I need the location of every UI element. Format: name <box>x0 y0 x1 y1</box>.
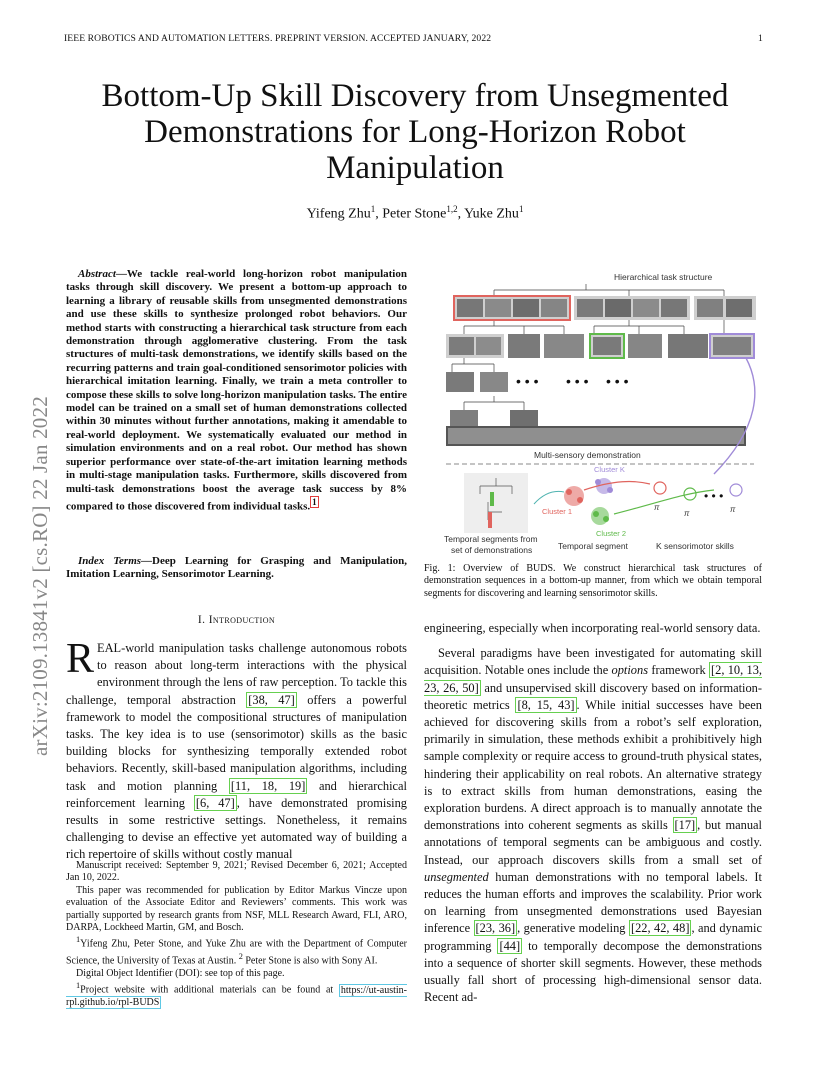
citation-link[interactable]: [44] <box>499 938 521 953</box>
index-terms: Index Terms—Deep Learning for Grasping and Manipulation, Imitation Learning, Sensorimotor Learning. <box>66 555 408 581</box>
svg-text:π: π <box>684 509 690 518</box>
arxiv-stamp: arXiv:2109.13841v2 [cs.RO] 22 Jan 2022 <box>28 396 52 756</box>
skill-1 <box>654 482 666 512</box>
abstract-text: We tackle real-world long-horizon robot manipulation tasks through skill discovery. We present a bottom-up approach to learning a library of reusable skills from unsegmented demonstrations and use these skills to synthesize prolonged robot behaviors. Our method starts with constructing a hierarchical task structure from each demonstration through agglomerative clustering. From the task structures of multi-task demonstrations, we identify skills based on the recurring patterns and train goal-conditioned sensorimotor policies with hierarchical imitation learning. Finally, we train a meta controller to compose these skills to solve long-horizon manipulation tasks. The entire model can be trained on a small set of human demonstrations collected within 30 minutes without further annotations, making it amendable to real-world deployment. We systematically evaluated our method in simulation environments and on a real robot. Our method has shown superior performance over state-of-the-art imitation learning methods in multi-stage manipulation tasks. Furthermore, skills discovered from multi-task demonstrations boost the average task success by 8% compared to those discovered from individual tasks. <box>66 268 407 513</box>
cluster-k <box>594 465 625 494</box>
project-website-link[interactable]: https://ut-austin-rpl.github.io/rpl-BUDS <box>66 984 407 1009</box>
cluster-1 <box>542 486 584 516</box>
label-k-sensorimotor-skills: K sensorimotor skills <box>656 541 734 551</box>
skill-k <box>730 484 742 514</box>
svg-text:• • •: • • • <box>566 373 589 389</box>
author-list: Yifeng Zhu$^1$, Peter Stone$^{1,2}$, Yuke Zhu$^1$ <box>306 204 524 222</box>
svg-text:• • •: • • • <box>606 373 629 389</box>
citation-link[interactable]: [11, 18, 19] <box>230 778 306 793</box>
svg-text:π: π <box>730 505 736 514</box>
label-temporal-from: Temporal segments from <box>444 534 538 544</box>
frame-row-1 <box>454 296 756 320</box>
svg-text:Cluster 2: Cluster 2 <box>596 529 627 538</box>
label-set-of-demos: set of demonstrations <box>451 545 533 555</box>
right-column-text: engineering, especially when incorporating real-world sensory data. Several paradigms have been investigated for automating skill acquisition. Notable ones include the options framework [2, 10, 13, 23, 26, 50] and unsupervised skill discovery based on information-theoretic metrics [8, 15, 43] . While initial successes have been achieved for discovering skills from a robot’s self exploration, primarily in simulation, these methods exhibit a prohibitively high sample complexity or require access to ground-truth physical states, hindering their applicability on real robots. An alternative strategy is to extract skills from human demonstrations, easing the exploration burdens. A direct approach is to manually annotate the demonstrations into coherent segments as skills [17] , but manual annotations of temporal segments can be ambiguous and costly. Instead, our approach discovers skills from a small set of unsegmented human demonstrations with no temporal labels. It reduces the human efforts and improves the scalability. Prior work on learning from unsegmented demonstrations used Bayesian inference [23, 36] , generative modeling [22, 42, 48] , and dynamic programming [44] to temporally decompose the demonstrations into a sequence of shorter skill segments. However, these methods usually fall short of processing high-dimensional sensor data. Recent ad- <box>424 621 762 1005</box>
author-affiliation: 1 <box>370 204 376 214</box>
citation-link[interactable]: [6, 47] <box>195 795 235 810</box>
index-terms-label: Index Terms <box>78 555 142 567</box>
paper-title: Bottom-Up Skill Discovery from Unsegmented Demonstrations for Long-Horizon Robot Manipulation <box>101 78 729 186</box>
author-name: Yuke Zhu <box>464 206 519 222</box>
author-name: Yifeng Zhu <box>306 206 371 222</box>
arrow-to-cluster-k <box>714 358 755 474</box>
abstract-label: Abstract <box>78 268 116 280</box>
svg-text:• • •: • • • <box>516 373 539 389</box>
figure-caption: Fig. 1: Overview of BUDS. We construct hierarchical task structures of demonstration sequences in a bottom-up manner, from which we obtain temporal segments for discovering and learning sensorimotor skills. <box>424 563 762 599</box>
author-affiliation: 1,2 <box>446 204 458 214</box>
citation-link[interactable]: [22, 42, 48] <box>630 921 690 936</box>
overview-diagram <box>424 268 762 558</box>
citation-link[interactable]: [17] <box>674 818 696 833</box>
skill-2 <box>684 488 696 518</box>
footnote-link[interactable]: 1 <box>312 496 317 507</box>
footnotes: Manuscript received: September 9, 2021; Revised December 6, 2021; Accepted Jan 10, 2022. This paper was recommended for publication by Editor Markus Vincze upon evaluation of the Associate Editor and Reviewers’ comments. This work was partially supported by research grants from NSF, MLL Research Award, FLI, ARO, DARPA, Lockheed Martin, GM, and Bosch. $^1$Yifeng Zhu, Peter Stone, and Yuke Zhu are with the Department of Computer Science, the University of Texas at Austin. $^2$ Peter Stone is also with Sony AI. Digital Object Identifier (DOI): see top of this page. $^1$Project website with additional materials can be found at https://ut-austin-rpl.github.io/rpl-BUDS <box>66 860 407 1009</box>
frame-row-2 <box>446 334 754 358</box>
citation-link[interactable]: [23, 36] <box>475 921 516 936</box>
abstract: Abstract—We tackle real-world long-horizon robot manipulation tasks through skill discovery. We present a bottom-up approach to learning a library of reusable skills from unsegmented demonstrations and use these skills to synthesize prolonged robot behaviors. Our method starts with constructing a hierarchical task structure from each demonstration through agglomerative clustering. From the task structures of multi-task demonstrations, we identify skills based on the recurring patterns and train goal-conditioned sensorimotor policies with hierarchical imitation learning. Finally, we train a meta controller to compose these skills to solve long-horizon manipulation tasks. The entire model can be trained on a small set of human demonstrations collected within 30 minutes without further annotations, making it amendable to real-world deployment. We systematically evaluated our method in simulation environments and on a real robot. Our method has shown superior performance over state-of-the-art imitation learning methods in multi-stage manipulation tasks. Furthermore, skills discovered from multi-task demonstrations boost the average task success by 8% compared to those discovered from individual tasks. $^1$ <box>66 268 407 513</box>
drop-cap: R <box>66 636 95 682</box>
citation-link[interactable]: [8, 15, 43] <box>517 697 575 712</box>
svg-text:Cluster 1: Cluster 1 <box>542 507 573 516</box>
citation-link[interactable]: [38, 47] <box>248 692 295 707</box>
svg-text:• • •: • • • <box>704 489 724 503</box>
running-header: IEEE ROBOTICS AND AUTOMATION LETTERS. PREPRINT VERSION. ACCEPTED JANUARY, 2022 <box>64 33 492 44</box>
section-heading: I. Introduction <box>197 614 276 626</box>
page-number: 1 <box>758 33 763 44</box>
svg-text:Cluster K: Cluster K <box>594 465 625 474</box>
label-hierarchical-task-structure: Hierarchical task structure <box>614 272 713 282</box>
author-name: Peter Stone <box>382 206 447 222</box>
label-multisensory: Multi-sensory demonstration <box>534 450 641 460</box>
introduction-text: REAL-world manipulation tasks challenge autonomous robots to reason about long-term interactions with the physical environment through the lens of raw perception. To tackle this challenge, temporal abstraction [38, 47] offers a powerful framework to model the compositional structures of manipulation tasks. The key idea is to use (sensorimotor) skills as the basic building blocks for synthesizing temporally extended robot behaviors. Recently, skill-based manipulation algorithms, including task and motion planning [11, 18, 19] and hierarchical reinforcement learning [6, 47] , have demonstrated promising results in some restrictive settings. Nonetheless, it remains challenging to devise an effective yet automated way of building a rich repertoire of skills without costly manual <box>66 636 407 862</box>
figure-1 <box>424 268 762 558</box>
demonstration-strip <box>446 426 746 446</box>
author-affiliation: 1 <box>518 204 524 214</box>
label-temporal-segment: Temporal segment <box>558 541 628 551</box>
citation-link[interactable]: [2, 10, 13, 23, 26, 50] <box>424 663 762 695</box>
svg-text:π: π <box>654 503 660 512</box>
